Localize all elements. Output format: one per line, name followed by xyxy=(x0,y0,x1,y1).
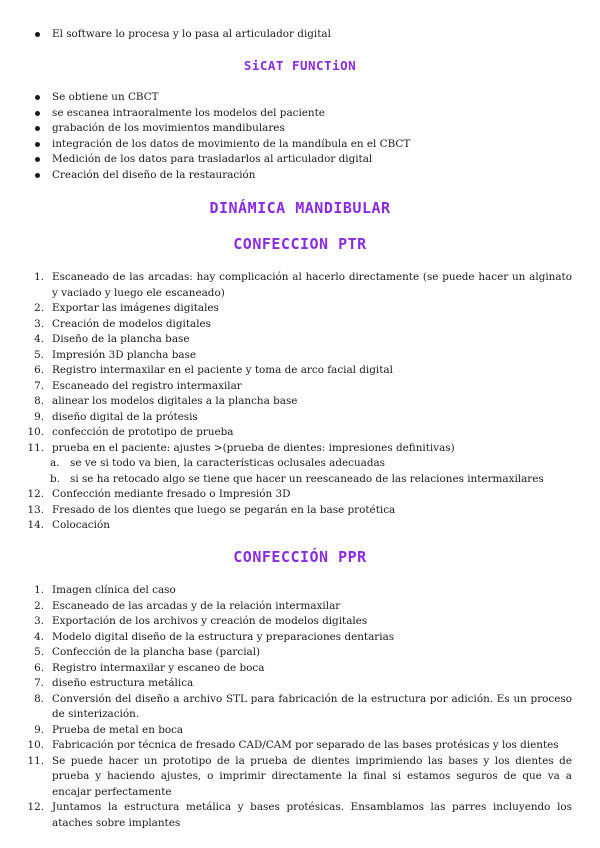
item-text: si se ha retocado algo se tiene que hacer un reescaneado de las relaciones intermaxilares xyxy=(70,472,544,485)
dinamica-heading: DINÁMICA MANDIBULAR xyxy=(209,199,391,217)
ptr-step xyxy=(0,487,600,503)
item-text: Modelo digital diseño de la estructura y preparaciones dentarias xyxy=(52,630,395,643)
item-text: Escaneado de las arcadas: hay complicación al hacerlo directamente (se puede hacer un alginato y vaciado y luego ele escaneado) xyxy=(52,271,572,299)
ppr-step xyxy=(0,692,600,723)
bullet-icon xyxy=(35,95,40,100)
item-number: b. xyxy=(50,472,60,485)
ptr-step xyxy=(0,518,600,534)
item-number: 2. xyxy=(34,302,44,314)
item-number: 8. xyxy=(34,395,44,407)
bullet-icon xyxy=(35,126,40,131)
item-text: Escaneado de las arcadas y de la relación intermaxilar xyxy=(52,599,341,612)
list-item: Se obtiene un CBCT xyxy=(0,90,600,106)
item-number: 5. xyxy=(34,348,44,361)
ptr-step xyxy=(0,503,600,519)
ptr-step xyxy=(0,332,600,348)
item-text: prueba en el paciente: ajustes >(prueba de dientes: impresiones definitivas) xyxy=(52,441,455,454)
item-text: Conversión del diseño a archivo STL para fabricación de la estructura por adición. Es un proceso de sinterización. xyxy=(52,692,572,720)
ppr-step xyxy=(0,630,600,646)
list-item: integración de los datos de movimiento de la mandíbula en el CBCT xyxy=(0,137,600,153)
item-number: 1. xyxy=(34,271,44,283)
item-text: confección de prototipo de prueba xyxy=(52,426,234,438)
ppr-step xyxy=(0,754,600,801)
bullet-icon xyxy=(35,157,40,162)
ppr-step xyxy=(0,676,600,692)
item-number: 14. xyxy=(27,519,44,531)
ptr-step xyxy=(0,441,600,457)
item-number: 5. xyxy=(34,646,44,658)
list-item: El software lo procesa y lo pasa al articulador digital xyxy=(0,27,600,43)
sicat-heading: SiCAT FUNCTiON xyxy=(243,58,357,73)
ptr-step xyxy=(0,410,600,426)
item-number: 11. xyxy=(27,754,44,767)
ptr-heading: CONFECCION PTR xyxy=(233,235,367,253)
ptr-section xyxy=(0,270,600,534)
item-text: Fabricación por técnica de fresado CAD/CAM por separado de las bases protésicas y los dientes xyxy=(52,739,559,751)
ptr-step xyxy=(0,379,600,395)
bullet-icon xyxy=(35,173,40,178)
item-text: Colocación xyxy=(52,519,110,531)
ptr-step xyxy=(0,363,600,379)
item-number: 8. xyxy=(34,692,44,705)
ptr-list-continued xyxy=(0,487,600,534)
item-text: Diseño de la plancha base xyxy=(52,333,190,345)
ppr-heading: CONFECCIÓN PPR xyxy=(233,548,367,566)
item-number: 7. xyxy=(34,379,44,392)
ppr-step xyxy=(0,800,600,831)
item-number: 3. xyxy=(34,615,44,627)
item-text: diseño estructura metálica xyxy=(52,677,194,689)
item-number: 3. xyxy=(34,317,44,330)
item-number: 1. xyxy=(34,584,44,596)
item-text: Creación de modelos digitales xyxy=(52,317,212,330)
sicat-list xyxy=(0,90,600,183)
ppr-step xyxy=(0,645,600,661)
ptr-step xyxy=(0,301,600,317)
ppr-step xyxy=(0,583,600,599)
item-number: 12. xyxy=(27,488,44,500)
bullet-icon xyxy=(35,111,40,116)
item-text: Se puede hacer un prototipo de la prueba de dientes imprimiendo las bases y los dientes de prueba y haciendo ajustes, o imprimir directamente la final si estamos seguros de que va a encajar perfectamente xyxy=(52,754,572,798)
ppr-step xyxy=(0,599,600,615)
item-text: Exportación de los archivos y creación de modelos digitales xyxy=(52,615,368,627)
ppr-list xyxy=(0,583,600,831)
item-text: Juntamos la estructura metálica y bases protésicas. Ensamblamos las parres incluyendo los ataches sobre implantes xyxy=(52,801,572,829)
ppr-step xyxy=(0,723,600,739)
item-number: 10. xyxy=(27,739,44,751)
intro-list xyxy=(0,27,600,43)
ppr-step xyxy=(0,661,600,677)
item-text: alinear los modelos digitales a la plancha base xyxy=(52,395,298,407)
item-text: Fresado de los dientes que luego se pegarán en la base protética xyxy=(52,503,396,516)
ptr-step xyxy=(0,317,600,333)
ptr-step xyxy=(0,425,600,441)
list-item: Medición de los datos para trasladarlos al articulador digital xyxy=(0,152,600,168)
ptr-sub-step xyxy=(0,472,600,488)
ptr-step xyxy=(0,270,600,301)
item-number: 7. xyxy=(34,677,44,689)
item-text: Registro intermaxilar y escaneo de boca xyxy=(52,661,265,674)
ppr-step xyxy=(0,738,600,754)
item-text: Escaneado del registro intermaxilar xyxy=(52,379,242,392)
item-text: Registro intermaxilar en el paciente y toma de arco facial digital xyxy=(52,364,393,376)
item-text: Confección de la plancha base (parcial) xyxy=(52,646,261,658)
list-item: Creación del diseño de la restauración xyxy=(0,168,600,184)
item-text: Confección mediante fresado o Impresión 3D xyxy=(52,488,291,500)
item-text: diseño digital de la prótesis xyxy=(52,410,198,423)
ptr-sub-list xyxy=(0,456,600,487)
item-text: Exportar las imágenes digitales xyxy=(52,302,219,314)
item-number: 6. xyxy=(34,661,44,674)
item-number: 2. xyxy=(34,599,44,612)
item-number: 6. xyxy=(34,364,44,376)
item-number: 13. xyxy=(27,503,44,516)
ptr-step xyxy=(0,394,600,410)
item-number: 11. xyxy=(27,441,44,454)
item-number: 10. xyxy=(27,426,44,438)
ptr-list xyxy=(0,270,600,456)
bullet-icon xyxy=(35,32,40,37)
list-item: se escanea intraoralmente los modelos del paciente xyxy=(0,106,600,122)
item-text: Prueba de metal en boca xyxy=(52,723,184,736)
list-item: grabación de los movimientos mandibulares xyxy=(0,121,600,137)
item-text: se ve si todo va bien, la características oclusales adecuadas xyxy=(70,457,386,469)
item-number: 12. xyxy=(27,801,44,813)
item-number: 9. xyxy=(34,723,44,736)
ptr-step xyxy=(0,348,600,364)
item-number: 9. xyxy=(34,410,44,423)
item-text: Imagen clínica del caso xyxy=(52,584,176,596)
ppr-step xyxy=(0,614,600,630)
ptr-sub-step xyxy=(0,456,600,472)
item-number: 4. xyxy=(34,333,44,345)
item-number: 4. xyxy=(34,630,44,643)
item-text: Impresión 3D plancha base xyxy=(52,348,197,361)
bullet-icon xyxy=(35,142,40,147)
item-number: a. xyxy=(50,457,60,469)
